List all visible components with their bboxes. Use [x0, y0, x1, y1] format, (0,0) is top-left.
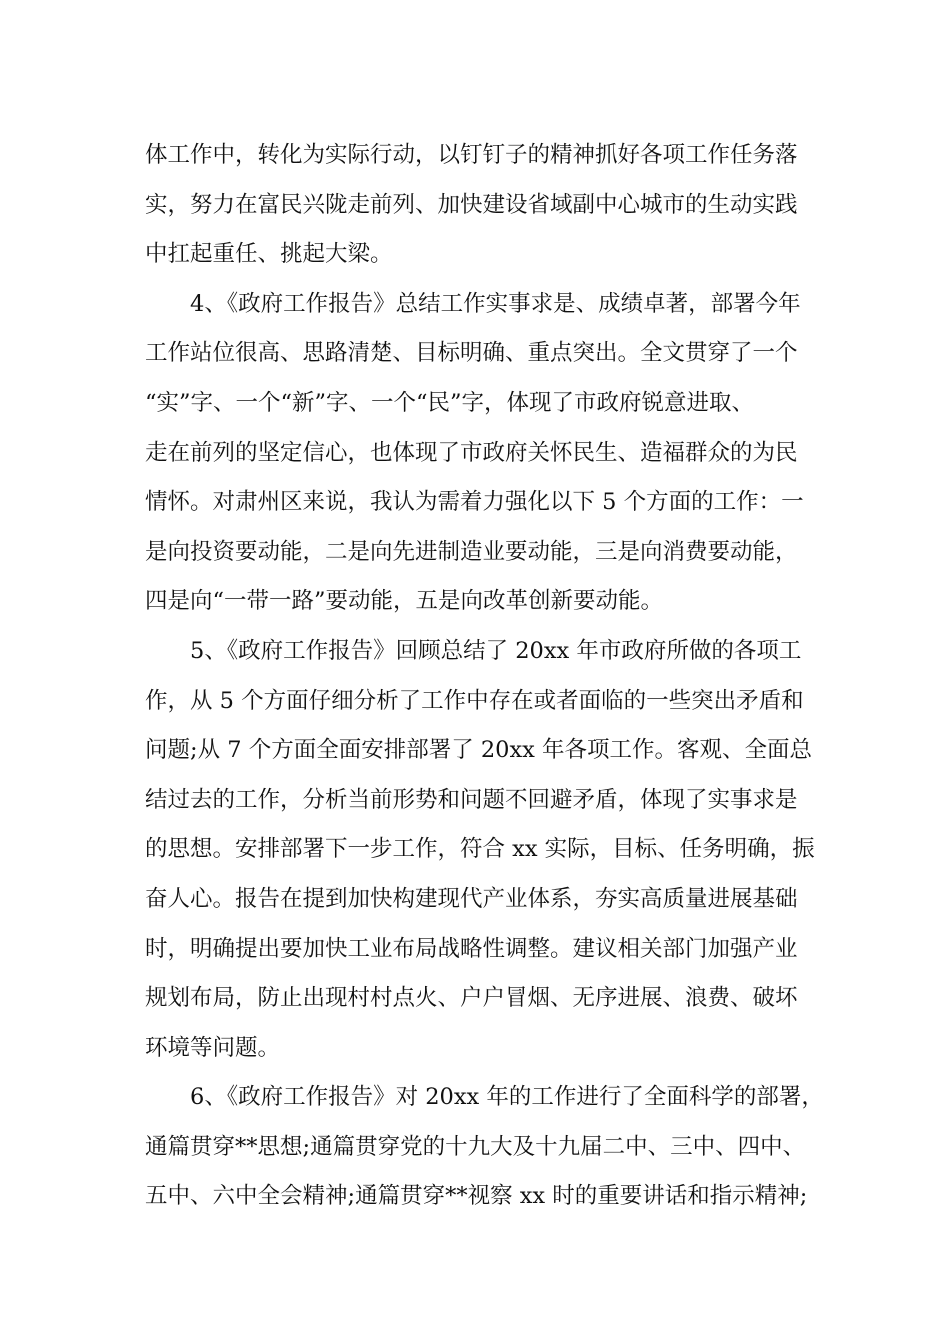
paragraph-start-line: 5、《政府工作报告》回顾总结了 20xx 年市政府所做的各项工	[190, 637, 802, 664]
text-line: 结过去的工作，分析当前形势和问题不回避矛盾，体现了实事求是	[145, 786, 798, 813]
text-line: 工作站位很高、思路清楚、目标明确、重点突出。全文贯穿了一个	[145, 340, 798, 367]
text-line: 是向投资要动能，二是向先进制造业要动能，三是向消费要动能，	[145, 538, 798, 565]
document-body	[145, 131, 824, 1222]
text-line: 的思想。安排部署下一步工作，符合 xx 实际，目标、任务明确，振	[145, 836, 815, 863]
text-line: 规划布局，防止出现村村点火、户户冒烟、无序进展、浪费、破坏	[145, 985, 798, 1012]
text-line: 奋人心。报告在提到加快构建现代产业体系，夯实高质量进展基础	[145, 885, 798, 912]
text-line: 中扛起重任、挑起大梁。	[145, 241, 393, 268]
paragraph-start-line: 6、《政府工作报告》对 20xx 年的工作进行了全面科学的部署，	[190, 1084, 824, 1111]
text-line: 实，努力在富民兴陇走前列、加快建设省域副中心城市的生动实践	[145, 191, 798, 218]
text-line: 走在前列的坚定信心，也体现了市政府关怀民生、造福群众的为民	[145, 439, 798, 466]
text-line: 五中、六中全会精神;通篇贯穿**视察 xx 时的重要讲话和指示精神;	[145, 1183, 808, 1210]
text-line: 环境等问题。	[145, 1034, 281, 1061]
text-line: 时，明确提出要加快工业布局战略性调整。建议相关部门加强产业	[145, 935, 798, 962]
text-line: 体工作中，转化为实际行动，以钉钉子的精神抓好各项工作任务落	[145, 142, 798, 168]
text-line: “实”字、一个“新”字、一个“民”字，体现了市政府锐意进取、	[145, 389, 755, 416]
text-line: 作，从 5 个方面仔细分析了工作中存在或者面临的一些突出矛盾和	[145, 687, 804, 714]
paragraph-start-line: 4、《政府工作报告》总结工作实事求是、成绩卓著，部署今年	[190, 290, 801, 317]
text-line: 情怀。对肃州区来说，我认为需着力强化以下 5 个方面的工作：一	[145, 489, 804, 516]
text-line: 通篇贯穿**思想;通篇贯穿党的十九大及十九届二中、三中、四中、	[145, 1133, 806, 1160]
text-line: 四是向“一带一路”要动能，五是向改革创新要动能。	[145, 588, 664, 615]
text-line: 问题;从 7 个方面全面安排部署了 20xx 年各项工作。客观、全面总	[145, 737, 813, 764]
